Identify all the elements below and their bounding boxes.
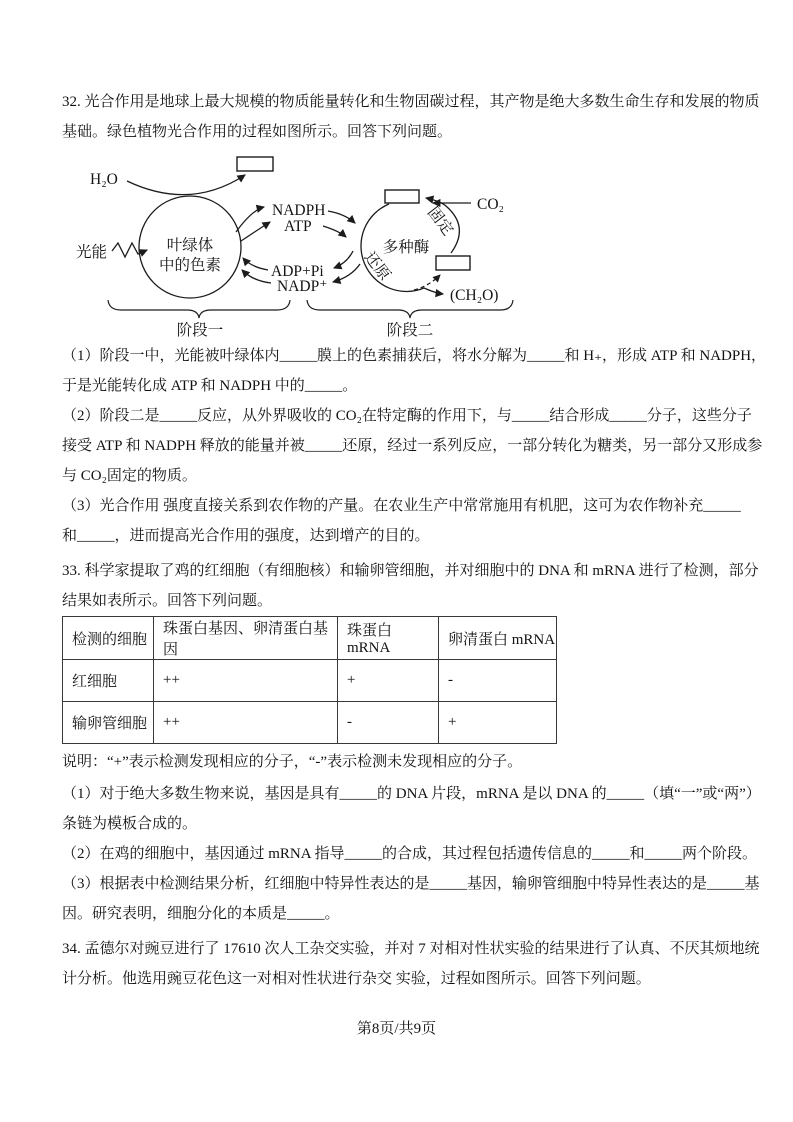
light-squiggle-arrow: [112, 243, 147, 257]
table-header-cell: 珠蛋白 mRNA: [338, 617, 439, 660]
nadph-label: NADPH: [272, 202, 326, 219]
q32-intro-line-1: 32. 光合作用是地球上最大规模的物质能量转化和生物固碳过程，其产物是绝大多数生命生存和发展的物质: [62, 94, 760, 110]
table-cell: ++: [154, 702, 338, 744]
atp-label: ATP: [284, 218, 312, 235]
nadph-to-cycle-arrow: [328, 211, 355, 223]
q32-sub1-line-1: （1）阶段一中，光能被叶绿体内_____膜上的色素捕获后，将水分解为_____和 H₊，形成 ATP 和 NADPH，: [62, 348, 767, 364]
pigment-label-line2: 中的色素: [158, 257, 222, 274]
light-energy-label: 光能: [76, 244, 108, 261]
cycle-to-adp-arrow: [334, 251, 353, 268]
q33-sub1-line-1: （1）对于绝大多数生物来说，基因是具有_____的 DNA 片段，mRNA 是以 DNA 的_____（填“一”或“两”）: [62, 786, 761, 802]
question-34: [62, 934, 760, 994]
q33-intro-line-1: 33. 科学家提取了鸡的红细胞（有细胞核）和输卵管细胞，并对细胞中的 DNA 和 mRNA 进行了检测，部分: [62, 563, 759, 579]
table-header-cell: 检测的细胞: [63, 617, 154, 660]
stage2-label: 阶段二: [386, 322, 434, 338]
photosynthesis-diagram: [64, 150, 542, 338]
nadp-to-circle-arrow: [242, 270, 271, 283]
reduction-label: 还原: [360, 248, 394, 284]
circle-to-atp-arrow: [241, 222, 270, 241]
stage1-label: 阶段一: [176, 322, 224, 338]
table-cell: +: [338, 660, 439, 702]
q34-line-1: 34. 孟德尔对豌豆进行了 17610 次人工杂交实验，并对 7 对相对性状实验的结果进行了认真、不厌其烦地统: [62, 941, 760, 957]
q32-sub3-line-2: 和_____，进而提高光合作用的强度，达到增产的目的。: [62, 528, 430, 544]
table-cell: 红细胞: [63, 660, 154, 702]
table-header-row: [63, 617, 557, 660]
adp-pi-label: ADP+Pi: [271, 263, 324, 280]
table-row: [63, 660, 557, 702]
q32-sub3-line-1: （3）光合作用 强度直接关系到农作物的产量。在农业生产中常常施用有机肥，这可为农作物补充_____: [62, 498, 741, 514]
answer-box-stage1-product: [237, 157, 273, 171]
table-cell: +: [439, 702, 557, 744]
ch2o-label: (CH₂O): [450, 287, 499, 304]
h2o-to-box-arrow: [127, 175, 245, 195]
detection-results-table: [62, 616, 557, 744]
q33-sub1-line-2: 条链为模板合成的。: [62, 816, 198, 832]
stage1-brace: [108, 300, 290, 318]
fixation-label: 固定: [423, 203, 457, 239]
table-header-cell: 珠蛋白基因、卵清蛋白基因: [154, 617, 338, 660]
page-number-footer: 第8页/共9页: [356, 1021, 437, 1037]
table-header-cell: 卵清蛋白 mRNA: [439, 617, 557, 660]
table-cell: -: [439, 660, 557, 702]
q33-subquestions: [62, 779, 761, 929]
nadp-label: NADP⁺: [277, 278, 328, 295]
table-note: 说明：“+”表示检测发现相应的分子，“-”表示检测未发现相应的分子。: [62, 754, 523, 770]
answer-box-c5: [436, 256, 470, 270]
table-cell: -: [338, 702, 439, 744]
pigment-label-line1: 叶绿体: [166, 237, 214, 254]
question-33: [62, 556, 759, 616]
enzymes-label: 多种酶: [382, 239, 430, 256]
table-cell: ++: [154, 660, 338, 702]
q32-intro-line-2: 基础。绿色植物光合作用的过程如图所示。回答下列问题。: [62, 124, 453, 140]
q33-sub3-line-1: （3）根据表中检测结果分析，红细胞中特异性表达的是_____基因，输卵管细胞中特异性表达的是_____基: [62, 876, 760, 892]
q33-sub2-line-1: （2）在鸡的细胞中，基因通过 mRNA 指导_____的合成，其过程包括遗传信息的_____和_____两个阶段。: [62, 846, 758, 862]
q33-sub3-line-2: 因。研究表明，细胞分化的本质是_____。: [62, 906, 340, 922]
cycle-regeneration-dashed-arrow: [414, 275, 440, 290]
q32-sub2-line-2: 接受 ATP 和 NADPH 释放的能量并被_____还原，经过一系列反应，一部分转化为糖类，另一部分又形成参: [62, 438, 763, 454]
q32-sub2-line-1: （2）阶段二是_____反应，从外界吸收的 CO₂在特定酶的作用下，与_____结合形成_____分子，这些分子: [62, 408, 752, 424]
q32-subquestions: [62, 341, 767, 551]
h2o-label: H₂O: [90, 171, 118, 188]
table-cell: 输卵管细胞: [63, 702, 154, 744]
q33-intro-line-2: 结果如表所示。回答下列问题。: [62, 593, 273, 609]
answer-box-c3: [385, 190, 419, 203]
table-row: [63, 702, 557, 744]
q32-sub2-line-3: 与 CO₂固定的物质。: [62, 468, 197, 484]
q32-sub1-line-2: 于是光能转化成 ATP 和 NADPH 中的_____。: [62, 378, 358, 394]
q34-line-2: 计分析。他选用豌豆花色这一对相对性状进行杂交 实验，过程如图所示。回答下列问题。: [62, 971, 651, 987]
adp-to-circle-arrow: [243, 258, 268, 270]
co2-label: CO₂: [477, 196, 504, 213]
atp-to-cycle-arrow: [323, 226, 346, 237]
question-32: [62, 87, 760, 147]
